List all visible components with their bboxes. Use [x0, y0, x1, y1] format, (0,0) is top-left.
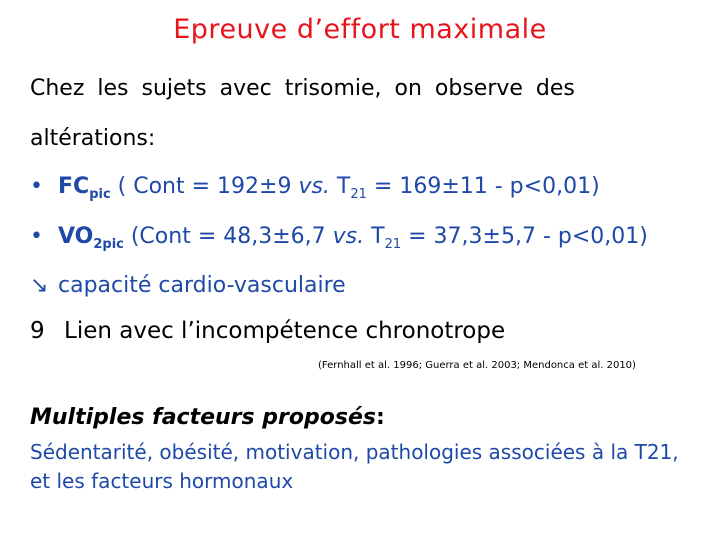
intro-line-1: Chez les sujets avec trisomie, on observe des	[30, 76, 575, 101]
intro-paragraph	[30, 76, 690, 151]
bullet-text: ( Cont = 192±9	[110, 174, 299, 199]
variable-name: $VO_{2pic}$	[58, 224, 124, 252]
capacity-line	[30, 273, 346, 298]
link-line	[30, 318, 505, 344]
bullet-marker: •	[30, 174, 43, 199]
bullet-text: (Cont = 48,3±6,7	[123, 224, 333, 249]
capacity-text: capacité cardio-vasculaire	[58, 273, 346, 298]
bullet-fc-pic: • $FC_{pic}$ ( Cont = 192±9 vs. $T_{21} = 169\pm 11 - p<0,01$)	[30, 174, 600, 202]
bullet-marker: •	[30, 224, 43, 249]
references: (Fernhall et al. 1996; Guerra et al. 2003; Mendonca et al. 2010)	[318, 360, 636, 371]
checkmark-icon: 9	[30, 318, 45, 344]
down-right-arrow-icon: ↘	[30, 273, 49, 298]
vs-label: vs.	[332, 224, 365, 249]
intro-line-2: altérations:	[30, 126, 156, 151]
vs-label: vs.	[298, 174, 330, 199]
factors-text: Sédentarité, obésité, motivation, pathologies associées à la T21, et les facteurs hormonaux	[30, 440, 679, 493]
factors-heading: Multiples facteurs proposés:	[30, 405, 385, 430]
slide-title: Epreuve d’effort maximale	[173, 14, 547, 45]
link-text: Lien avec l’incompétence chronotrope	[64, 318, 506, 344]
bullet-vo2-pic: • $VO_{2pic}$ (Cont = 48,3±6,7 vs. $T_{21} = 37,3\pm 5,7 - p<0,01$)	[30, 224, 648, 252]
variable-name: $FC_{pic}$	[58, 174, 111, 202]
